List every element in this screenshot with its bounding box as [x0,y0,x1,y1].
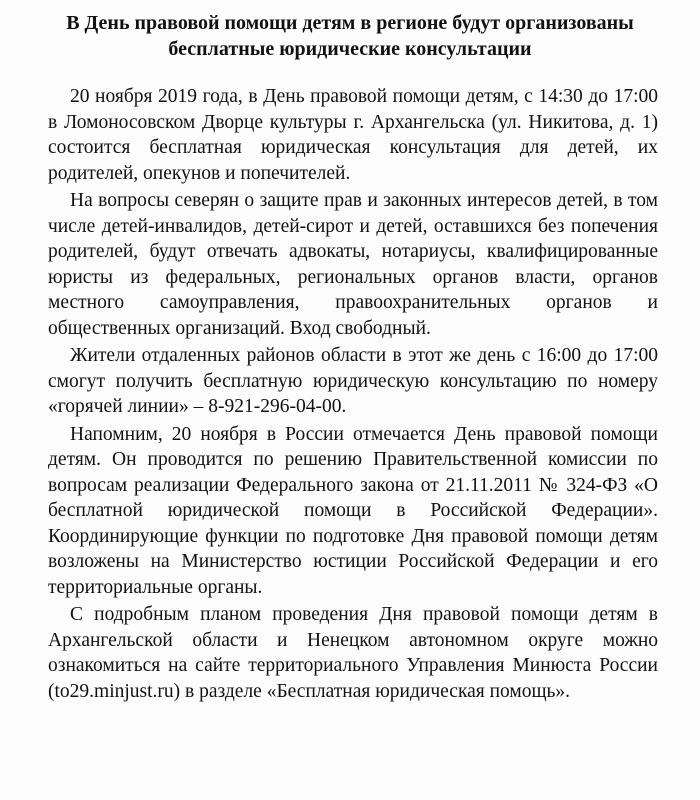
paragraph-consultants: На вопросы северян о защите прав и законных интересов детей, в том числе детей-инвалидов, детей-сирот и детей, оставшихся без попечения родителей, будут отвечать адвокаты, нотариусы, квалифицированные юристы из федеральных, региональных органов власти, органов местного самоуправления, правоохранительных органов и общественных организаций. Вход свободный. [48,190,658,339]
paragraph-background: Напомним, 20 ноября в России отмечается День правовой помощи детям. Он проводится по решению Правительственной комиссии по вопросам реализации Федерального закона от 21.11.2011 № 324-ФЗ «О бесплатной юридической помощи в Российской Федерации». Координирующие функции по подготовке Дня правовой помощи детям возложены на Министерство юстиции Российской Федерации и его территориальные органы. [48,423,658,598]
document-title [40,10,660,62]
paragraph-event-announcement: 20 ноября 2019 года, в День правовой помощи детям, с 14:30 до 17:00 в Ломоносовском Дворце культуры г. Архангельска (ул. Никитова, д. 1) состоится бесплатная юридическая консультация для детей, их родителей, опекунов и попечителей. [48,86,658,184]
title-line-2: бесплатные юридические консультации [168,38,532,60]
paragraph-hotline: Жители отдаленных районов области в этот же день с 16:00 до 17:00 смогут получить бесплатную юридическую консультацию по номеру «горячей линии» – 8-921-296-04-00. [48,345,658,417]
paragraph-more-info: С подробным планом проведения Дня правовой помощи детям в Архангельской области и Ненецком автономном округе можно ознакомиться на сайте территориального Управления Минюста России (to29.minjust.ru) в разделе «Бесплатная юридическая помощь». [48,604,658,702]
document-body [48,84,658,706]
title-line-1: В День правовой помощи детям в регионе будут организованы [66,12,634,34]
